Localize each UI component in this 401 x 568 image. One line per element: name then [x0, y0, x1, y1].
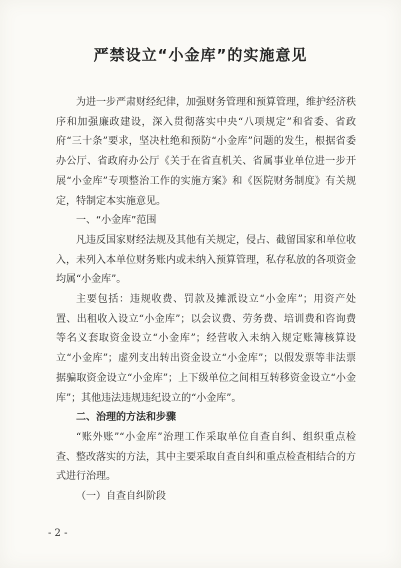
- section-1-paragraph-2: 主要包括：违规收费、罚款及摊派设立“小金库”；用资产处置、出租收入设立“小金库”；以会议费、劳务费、培训费和咨询费等名义套取资金设立“小金库”；经营收入未纳入规定账簿核算设立“小金库”；虚列支出转出资金设立“小金库”；以假发票等非法票据骗取资金设立“小金库”；上下级单位之间相互转移资金设立“小金库”；其他违法违规违纪设立的“小金库”。: [56, 294, 356, 404]
- section-2-heading: 二、治理的方法和步骤: [76, 412, 176, 424]
- section-1-heading: 一、“小金库”范围: [76, 215, 157, 227]
- section-2-paragraph-1: “账外账”“小金库”治理工作采取单位自查自纠、组织重点检查、整改落实的方法，其中主要采取自查自纠和重点检查相结合的方式进行治理。: [56, 431, 356, 483]
- document-body: [56, 93, 356, 507]
- section-1-paragraph-1: 凡违反国家财经法规及其他有关规定，侵占、截留国家和单位收入，未列入本单位财务账内或未纳入预算管理，私存私放的各项资金均属“小金库”。: [56, 234, 356, 286]
- page-number: - 2 -: [48, 528, 68, 539]
- document-title: 严禁设立“小金库”的实施意见: [93, 46, 308, 64]
- subsection-1-heading: （一）自查自纠阶段: [76, 491, 166, 503]
- intro-paragraph: 为进一步严肃财经纪律，加强财务管理和预算管理，维护经济秩序和加强廉政建设，深入贯彻落实中央“八项规定”和省委、省政府“三十条”要求，坚决杜绝和预防“小金库”问题的发生，根据省委办公厅、省政府办公厅《关于在省直机关、省属事业单位进一步开展“小金库”专项整治工作的实施方案》和《医院财务制度》有关规定，特制定本实施意见。: [56, 97, 356, 207]
